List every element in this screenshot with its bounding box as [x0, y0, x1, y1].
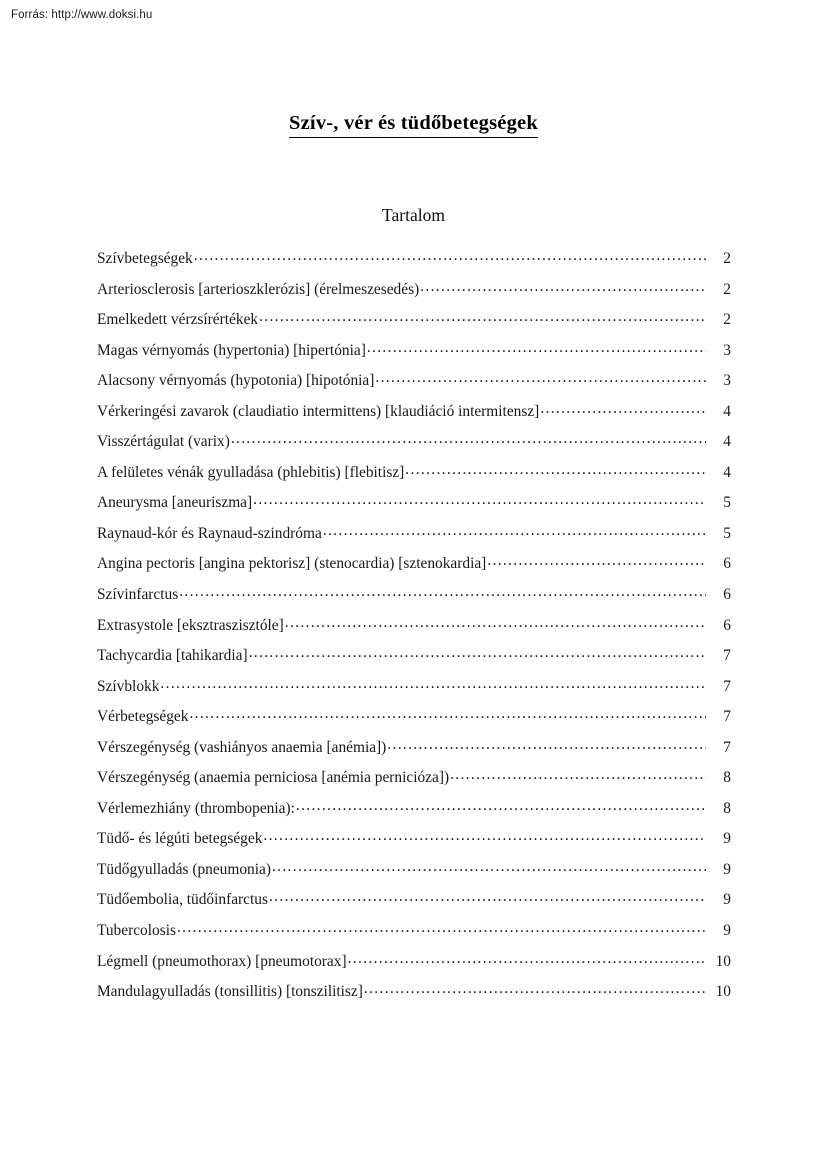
toc-entry[interactable] [97, 554, 731, 585]
toc-dot-leader [160, 677, 706, 691]
toc-entry-page-number: 4 [723, 433, 731, 451]
toc-entry[interactable] [97, 371, 731, 402]
page-title-text: Szív-, vér és tüdőbetegségek [289, 112, 538, 138]
toc-entry-page-number: 4 [723, 463, 731, 481]
toc-dot-leader [249, 646, 706, 660]
toc-dot-leader [296, 799, 706, 813]
toc-entry-page-number: 8 [723, 769, 731, 787]
toc-dot-leader [450, 768, 706, 782]
toc-entry[interactable] [97, 738, 731, 769]
toc-entry-page-number: 2 [723, 311, 731, 329]
toc-entry-label: Tubercolosis [97, 922, 176, 940]
toc-entry[interactable] [97, 890, 731, 921]
table-of-contents [97, 249, 731, 1013]
toc-entry-label: Tachycardia [tahikardia] [97, 647, 248, 665]
toc-entry-label: Szívinfarctus [97, 586, 179, 604]
toc-entry-label: Vérszegénység (anaemia perniciosa [anémia pernicióza]) [97, 769, 450, 787]
toc-entry-label: Tüdőembolia, tüdőinfarctus [97, 891, 268, 909]
toc-entry-page-number: 10 [715, 983, 731, 1001]
toc-entry-label: Szívbetegségek [97, 250, 193, 267]
toc-dot-leader [323, 524, 706, 538]
toc-dot-leader [263, 829, 706, 843]
toc-entry[interactable] [97, 463, 731, 494]
toc-entry[interactable] [97, 616, 731, 647]
toc-entry-label: Tüdőgyulladás (pneumonia) [97, 860, 271, 878]
toc-dot-leader [405, 463, 706, 477]
toc-entry-label: Vérlemezhiány (thrombopenia): [97, 799, 295, 817]
toc-dot-leader [259, 310, 706, 324]
toc-entry-page-number: 7 [723, 708, 731, 726]
toc-dot-leader [179, 585, 706, 599]
toc-entry-label: Tüdő- és légúti betegségek [97, 830, 263, 848]
toc-dot-leader [364, 982, 706, 996]
toc-entry-label: Légmell (pneumothorax) [pneumotorax] [97, 952, 347, 970]
toc-entry-label: Raynaud-kór és Raynaud-szindróma [97, 524, 322, 542]
toc-dot-leader [189, 707, 706, 721]
toc-entry-page-number: 2 [723, 280, 731, 298]
toc-entry-page-number: 6 [723, 616, 731, 634]
toc-dot-leader [269, 890, 706, 904]
toc-entry-page-number: 5 [723, 494, 731, 512]
toc-entry-label: Extrasystole [eksztraszisztóle] [97, 616, 284, 634]
toc-entry-page-number: 3 [723, 372, 731, 390]
toc-entry-label: Magas vérnyomás (hypertonia) [hipertónia] [97, 341, 366, 359]
toc-entry[interactable] [97, 493, 731, 524]
toc-entry[interactable] [97, 799, 731, 830]
toc-entry[interactable] [97, 432, 731, 463]
toc-entry-label: Angina pectoris [angina pektorisz] (stenocardia) [sztenokardia] [97, 555, 487, 573]
toc-entry-label: Vérkeringési zavarok (claudiatio intermittens) [klaudiáció intermitensz] [97, 402, 540, 420]
toc-entry-page-number: 5 [723, 524, 731, 542]
toc-entry-page-number: 4 [723, 402, 731, 420]
toc-entry-label: A felületes vénák gyulladása (phlebitis) [flebitisz] [97, 463, 405, 481]
toc-entry-label: Emelkedett vérzsírértékek [97, 311, 259, 329]
toc-dot-leader [540, 402, 706, 416]
toc-entry-page-number: 10 [715, 952, 731, 970]
toc-dot-leader [387, 738, 706, 752]
toc-entry[interactable] [97, 982, 731, 1013]
toc-entry[interactable] [97, 310, 731, 341]
toc-entry[interactable] [97, 524, 731, 555]
toc-entry[interactable] [97, 402, 731, 433]
toc-entry-page-number: 9 [723, 830, 731, 848]
toc-entry-label: Aneurysma [aneuriszma] [97, 494, 253, 512]
toc-entry-label: Alacsony vérnyomás (hypotonia) [hipotónia] [97, 372, 375, 390]
toc-dot-leader [231, 432, 706, 446]
toc-dot-leader [487, 554, 706, 568]
toc-dot-leader [375, 371, 706, 385]
toc-entry-page-number: 3 [723, 341, 731, 359]
toc-entry-page-number: 8 [723, 799, 731, 817]
toc-dot-leader [420, 280, 706, 294]
toc-entry-label: Arteriosclerosis [arterioszklerózis] (érelmeszesedés) [97, 280, 420, 298]
toc-entry-page-number: 9 [723, 922, 731, 940]
toc-entry-label: Szívblokk [97, 677, 160, 695]
toc-entry-label: Vérszegénység (vashiányos anaemia [anémia]) [97, 738, 387, 756]
toc-entry[interactable] [97, 280, 731, 311]
toc-entry[interactable] [97, 707, 731, 738]
toc-dot-leader [272, 860, 706, 874]
toc-dot-leader [194, 249, 706, 263]
table-of-contents-heading: Tartalom [382, 204, 445, 225]
toc-dot-leader [367, 341, 706, 355]
toc-entry[interactable] [97, 860, 731, 891]
toc-dot-leader [253, 493, 706, 507]
page-title [0, 112, 827, 138]
toc-entry-page-number: 7 [723, 647, 731, 665]
toc-entry[interactable] [97, 768, 731, 799]
toc-entry-page-number: 9 [723, 891, 731, 909]
toc-entry-label: Vérbetegségek [97, 708, 189, 726]
toc-entry[interactable] [97, 585, 731, 616]
toc-entry[interactable] [97, 341, 731, 372]
toc-entry[interactable] [97, 249, 731, 280]
toc-entry-page-number: 9 [723, 860, 731, 878]
toc-entry[interactable] [97, 646, 731, 677]
toc-entry-label: Visszértágulat (varix) [97, 433, 230, 451]
toc-entry-page-number: 6 [723, 555, 731, 573]
toc-entry[interactable] [97, 921, 731, 952]
toc-dot-leader [177, 921, 706, 935]
toc-entry-page-number: 2 [723, 250, 731, 267]
toc-entry-page-number: 7 [723, 677, 731, 695]
toc-entry-page-number: 6 [723, 586, 731, 604]
toc-dot-leader [285, 616, 706, 630]
toc-entry[interactable] [97, 829, 731, 860]
toc-entry-page-number: 7 [723, 738, 731, 756]
toc-entry[interactable] [97, 677, 731, 708]
toc-entry[interactable] [97, 952, 731, 983]
toc-entry-label: Mandulagyulladás (tonsillitis) [tonszilitisz] [97, 983, 363, 1001]
source-watermark: Forrás: http://www.doksi.hu [11, 9, 153, 21]
toc-dot-leader [348, 952, 706, 966]
